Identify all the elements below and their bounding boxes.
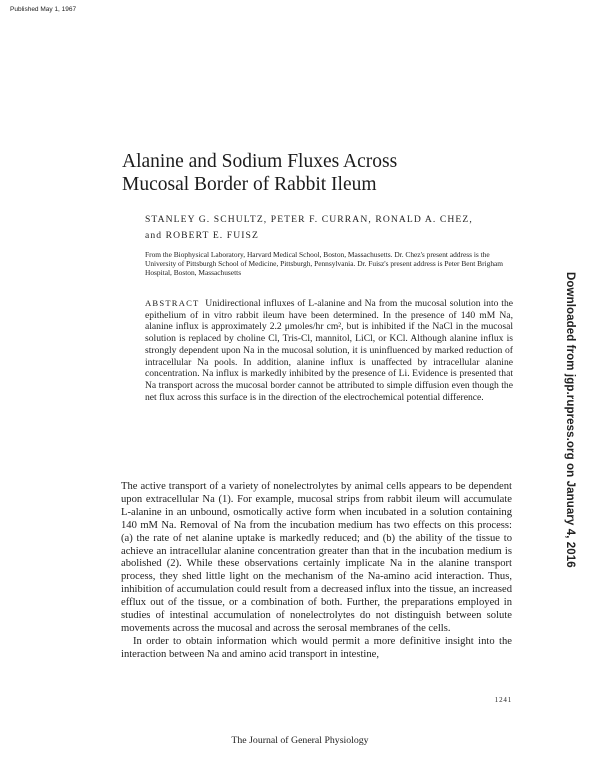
title-line-1: Alanine and Sodium Fluxes Across xyxy=(122,151,398,172)
affiliation-note: From the Biophysical Laboratory, Harvard Medical School, Boston, Massachusetts. Dr. Chez's present address is the University of Pittsburgh School of Medicine, Pittsburgh, Pennsylvania. Dr. Fuisz's present address is Peter Bent Brigham Hospital, Boston, Massachusetts xyxy=(145,250,504,278)
authors-line-1: STANLEY G. SCHULTZ, PETER F. CURRAN, RONALD A. CHEZ, xyxy=(145,214,473,225)
journal-footer: The Journal of General Physiology xyxy=(231,735,369,746)
title-line-2: Mucosal Border of Rabbit Ileum xyxy=(122,174,377,195)
article-title xyxy=(122,150,397,196)
abstract xyxy=(145,298,513,403)
article-body xyxy=(121,481,512,662)
page-number: 1241 xyxy=(494,696,512,704)
abstract-label: ABSTRACT xyxy=(145,298,200,308)
author-list xyxy=(145,212,505,244)
body-paragraph-1: The active transport of a variety of nonelectrolytes by animal cells appears to be dependent upon extracellular Na (1). For example, mucosal strips from rabbit ileum will accumulate L-alanine in an unbound, osmotically active form when incubated in a solution containing 140 mM Na. Removal of Na from the incubation medium has two effects on this process: (a) the rate of net alanine uptake is markedly reduced; and (b) the ability of the tissue to achieve an intracellular alanine concentration greater than that in the incubation medium is abolished (2). While these observations certainly implicate Na in the alanine transport process, they shed little light on the mechanism of the Na-amino acid interaction. Thus, inhibition of accumulation could result from a decreased influx into the tissue, an increased efflux out of the tissue, or a combination of both. Further, the preparations employed in studies of intestinal accumulation of nonelectrolytes do not distinguish between solute movements across the mucosal and across the serosal membranes of the cells. xyxy=(121,481,512,634)
authors-line-2: and ROBERT E. FUISZ xyxy=(145,230,259,241)
body-paragraph-2: In order to obtain information which would permit a more definitive insight into the interaction between Na and amino acid transport in intestine, xyxy=(121,635,512,660)
abstract-text: Unidirectional influxes of L-alanine and Na from the mucosal solution into the epithelium of in vitro rabbit ileum have been determined. In the presence of 140 mM Na, alanine influx is approximately 2.2 μmoles/hr cm², but is inhibited if the NaCl in the mucosal solution is replaced by choline Cl, Tris-Cl, mannitol, LiCl, or KCl. Although alanine influx is strongly dependent upon Na in the mucosal solution, it is uninfluenced by marked reduction of intracellular Na pools. In addition, alanine influx is unaffected by intracellular alanine concentration. Na influx is markedly inhibited by the presence of Li. Evidence is presented that Na transport across the mucosal border cannot be attributed to simple diffusion even though the net flux across this surface is in the direction of the electrochemical potential difference. xyxy=(145,298,514,403)
published-date: Published May 1, 1967 xyxy=(10,6,77,13)
download-watermark: Downloaded from jgp.rupress.org on January 4, 2016 xyxy=(564,272,576,568)
